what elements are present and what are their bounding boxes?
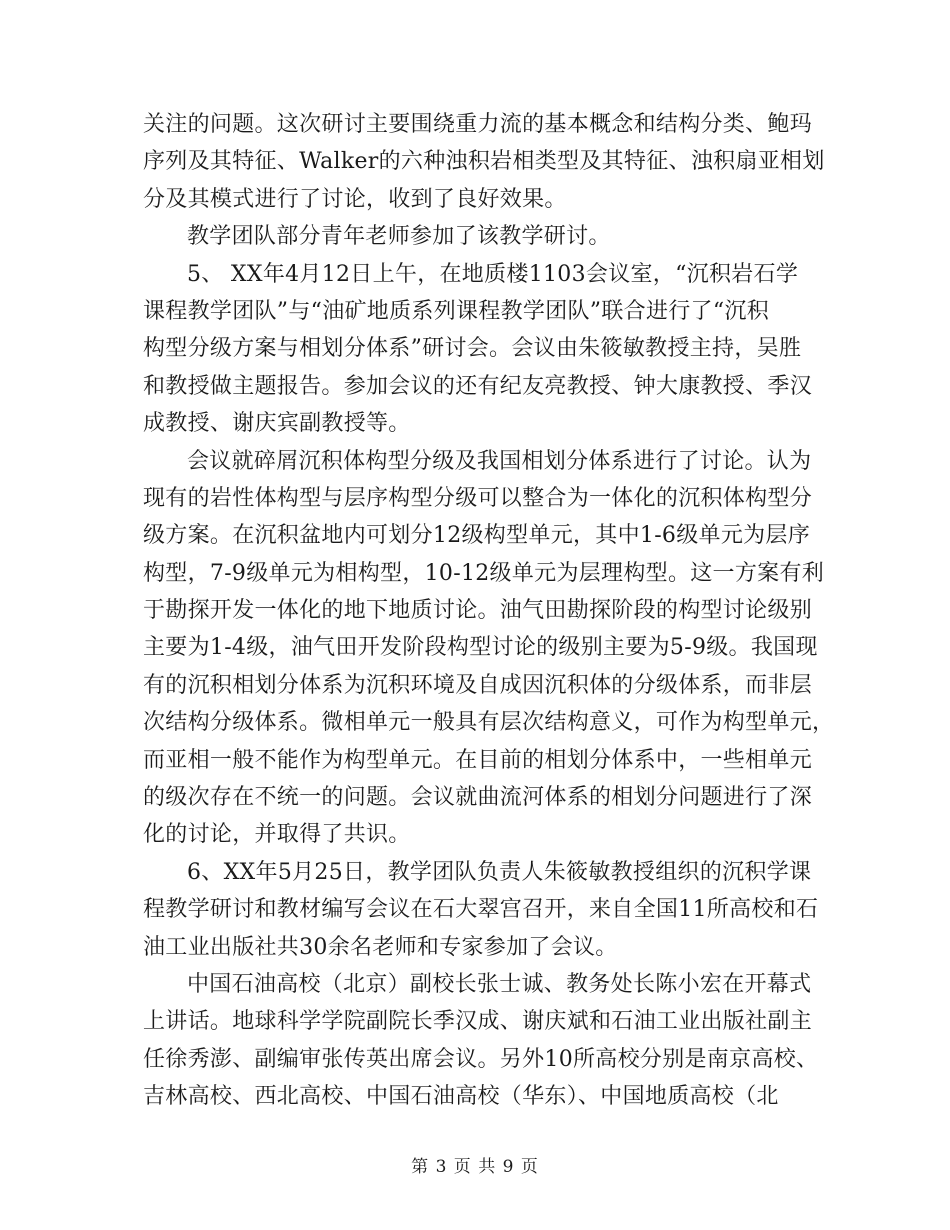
text-line: 教学团队部分青年老师参加了该教学研讨。 — [187, 224, 611, 250]
text-line: 5、 XX年4月12日上午，在地质楼1103会议室，“沉积岩石学 — [187, 261, 799, 287]
text-line: 构型，7-9级单元为相构型，10-12级单元为层理构型。这一方案有利 — [143, 560, 825, 586]
text-line: 次结构分级体系。微相单元一般具有层次结构意义，可作为构型单元， — [143, 710, 835, 736]
text-line: 有的沉积相划分体系为沉积环境及自成因沉积体的分级体系，而非层 — [143, 672, 813, 698]
text-line: 上讲话。地球科学学院副院长季汉成、谢庆斌和石油工业出版社副主 — [143, 1009, 813, 1035]
paragraph-lines — [143, 106, 835, 1116]
text-line: 于勘探开发一体化的地下地质讨论。油气田勘探阶段的构型讨论级别 — [143, 598, 813, 624]
text-line: 级方案。在沉积盆地内可划分12级构型单元，其中1-6级单元为层序 — [143, 523, 811, 549]
text-line: 关注的问题。这次研讨主要围绕重力流的基本概念和结构分类、鲍玛 — [143, 112, 813, 137]
text-line: 化的讨论，并取得了共识。 — [143, 822, 411, 848]
text-line: 程教学研讨和教材编写会议在石大翠宫召开，来自全国11所高校和石 — [143, 897, 819, 923]
text-line: 课程教学团队”与“油矿地质系列课程教学团队”联合进行了“沉积 — [143, 298, 769, 324]
text-line: 油工业出版社共30余名老师和专家参加了会议。 — [143, 934, 618, 960]
text-line: 现有的岩性体构型与层序构型分级可以整合为一体化的沉积体构型分 — [143, 485, 813, 511]
document-body — [143, 106, 835, 1116]
text-line: 序列及其特征、Walker的六种浊积岩相类型及其特征、浊积扇亚相划 — [143, 149, 825, 175]
text-line: 构型分级方案与相划分体系”研讨会。会议由朱筱敏教授主持，吴胜 — [143, 336, 802, 362]
page-number-label: 第 3 页 共 9 页 — [411, 1157, 539, 1177]
text-line: 6、XX年5月25日，教学团队负责人朱筱敏教授组织的沉积学课 — [187, 859, 812, 885]
text-line: 主要为1-4级，油气田开发阶段构型讨论的级别主要为5-9级。我国现 — [143, 635, 818, 661]
text-line: 的级次存在不统一的问题。会议就曲流河体系的相划分问题进行了深 — [143, 785, 813, 811]
text-line: 吉林高校、西北高校、中国石油高校（华东）、中国地质高校（北 — [143, 1084, 779, 1110]
text-line: 和教授做主题报告。参加会议的还有纪友亮教授、钟大康教授、季汉 — [143, 373, 813, 399]
page-number-footer — [0, 1152, 950, 1177]
text-line: 会议就碎屑沉积体构型分级及我国相划分体系进行了讨论。认为 — [187, 448, 812, 474]
text-line: 分及其模式进行了讨论，收到了良好效果。 — [143, 186, 567, 212]
text-line: 中国石油高校（北京）副校长张士诚、教务处长陈小宏在开幕式 — [187, 971, 812, 997]
text-line: 任徐秀澎、副编审张传英出席会议。另外10所高校分别是南京高校、 — [143, 1046, 819, 1072]
text-line: 而亚相一般不能作为构型单元。在目前的相划分体系中，一些相单元 — [143, 747, 813, 773]
text-line: 成教授、谢庆宾副教授等。 — [143, 411, 411, 437]
